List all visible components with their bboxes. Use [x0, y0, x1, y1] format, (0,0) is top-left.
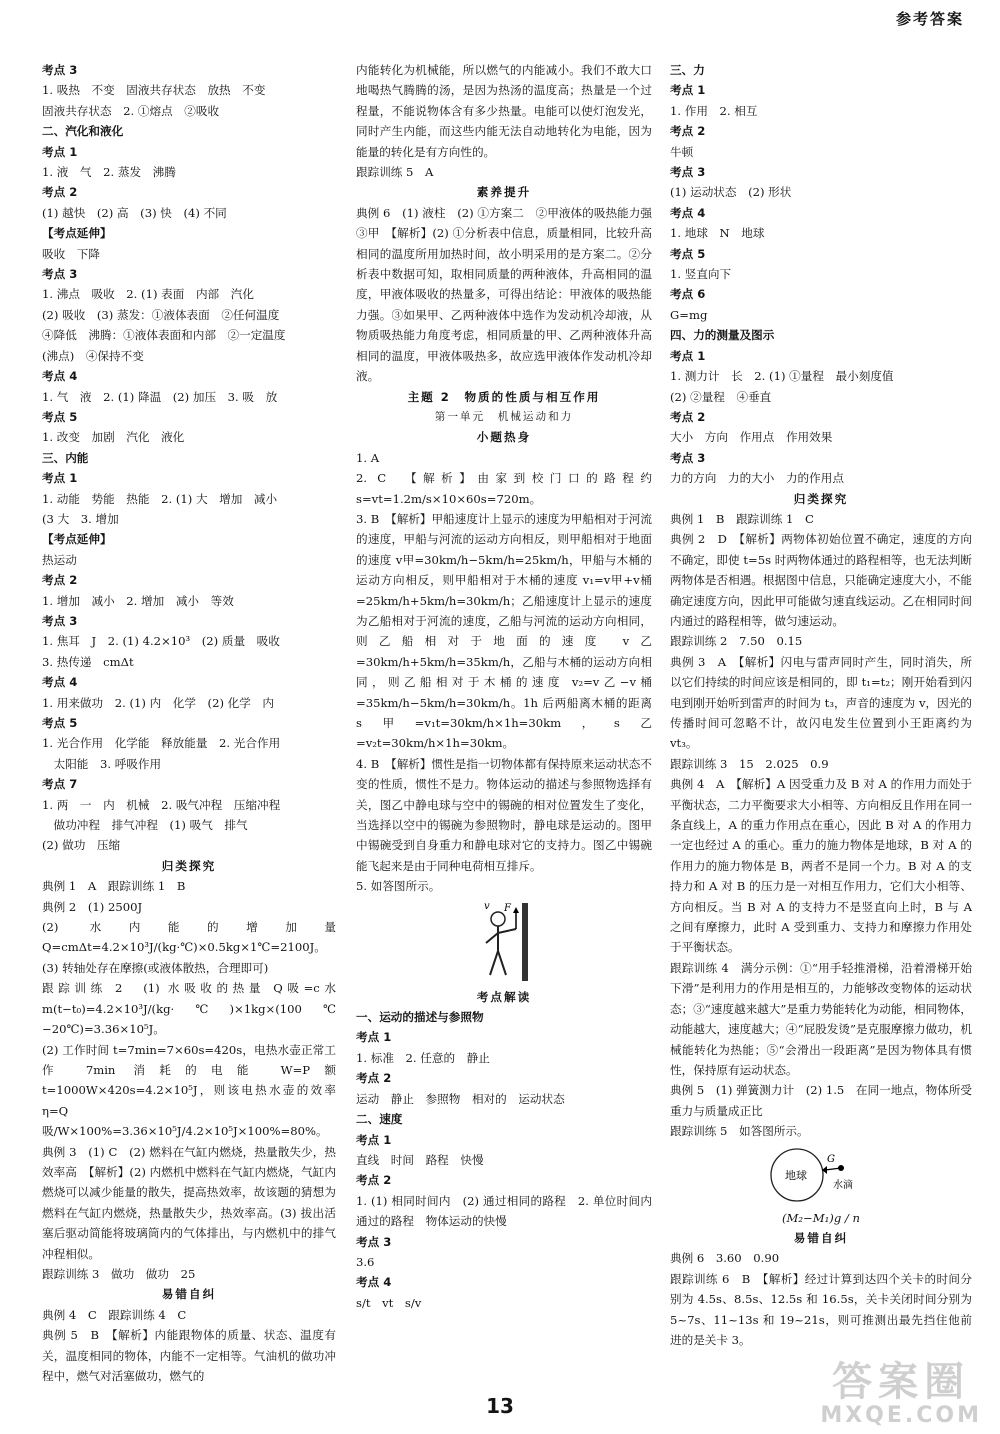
section-title: 【考点延伸】 — [42, 226, 112, 241]
answer-paragraph: 典例 4 A 【解析】A 因受重力及 B 对 A 的作用力而处于平衡状态，二力平衡要求大小相等、方向相反且作用在同一条直线上，A 的重力作用点在重心，因此 B 对 A 的作用力一定也经过 A 的重心。重力的施力物体是地球，B 对 A 的作用力的施力物体是 B，两者不是同一个力。B 对 A 的支持力和 A 对 B 的压力是一对相互作用力，它们大小相等、方向相反。当 B 对 A 的支持力不是竖直向上时，B 与 A 之间有摩擦力，此时 A 受到重力、支持力和摩擦力作用处于平衡状态。 — [670, 777, 972, 955]
answer-line: 典例 4 C 跟踪训练 4 C — [42, 1307, 187, 1322]
kaodian-label: 考点 6 — [670, 287, 706, 302]
block-heading: 易错自纠 — [161, 1287, 217, 1302]
answer-line: 跟踪训练 5 如答图所示。 — [670, 1124, 809, 1139]
earth-label: 地球 — [785, 1168, 807, 1182]
answer-line: (2) ②量程 ④垂直 — [670, 389, 772, 404]
section-title: 三、力 — [670, 63, 705, 77]
force-arrow-head — [513, 907, 519, 913]
water-label: 水滴 — [833, 1179, 853, 1191]
earth-gravity-figure — [670, 1146, 972, 1204]
kaodian-label: 考点 3 — [356, 1234, 392, 1249]
answer-line: 1. 作用 2. 相互 — [670, 103, 758, 118]
answer-line: 跟踪训练 2 7.50 0.15 — [670, 634, 803, 649]
section-title: 三、内能 — [42, 450, 89, 465]
child-force-figure — [356, 901, 652, 983]
kaodian-label: 考点 2 — [670, 124, 706, 139]
answer-paragraph: 3. B 【解析】甲船速度计上显示的速度为甲船相对于河流的速度，甲船与河流的运动方向相反，则甲船相对于地面的速度 v甲=30km/h−5km/h=25km/h，甲船与木桶的运动方向相反，则甲船相对于木桶的速度 v₁=v甲+v桶=25km/h+5km/h=30km/h；乙船速度计上显示的速度为乙船相对于河流的速度，乙船与河流的运动方向相同，则乙船相对于地面的速度 v乙=30km/h+5km/h=35km/h，乙船与木桶的运动方向相同，则乙船相对于木桶的速度 v₂=v乙−v桶=35km/h−5km/h=30km/h。1h 后两船离木桶的距离 s甲=v₁t=30km/h×1h=30km，s乙=v₂t=30km/h×1h=30km。 — [356, 511, 652, 751]
kaodian-label: 考点 4 — [42, 369, 78, 384]
block-heading: 主题 2 物质的性质与相互作用 — [407, 389, 601, 404]
column-middle — [356, 60, 664, 1380]
kaodian-label: 考点 1 — [670, 348, 706, 363]
answer-line: 1. 两 一 内 机械 2. 吸气冲程 压缩冲程 — [42, 797, 281, 812]
section-title: 四、力的测量及图示 — [670, 328, 775, 343]
kaodian-label: 考点 3 — [670, 450, 706, 465]
site-watermark — [820, 1360, 982, 1428]
answer-paragraph: 跟踪训练 6 B 【解析】经过计算到达四个关卡的时间分别为 4.5s、8.5s、12.5s 和 16.5s，关卡关闭时间分别为 5~7s、11~13s 和 19~21s，则可推测出最先挡住他前进的是关卡 3。 — [670, 1271, 972, 1347]
answer-line: 1. A — [356, 450, 380, 465]
block-heading: 素养提升 — [476, 185, 532, 200]
answer-line: 固液共存状态 2. ①熔点 ②吸收 — [42, 103, 220, 118]
kaodian-label: 考点 4 — [42, 675, 78, 690]
answer-line: 典例 2 (1) 2500J — [42, 899, 143, 914]
answer-line: 1. 吸热 不变 固液共存状态 放热 不变 — [42, 83, 266, 98]
section-title: 二、速度 — [356, 1112, 403, 1127]
page-number: 13 — [486, 1394, 514, 1418]
answer-line: 牛顿 — [670, 144, 694, 159]
answer-paragraph: 典例 2 D 【解析】两物体初始位置不确定，速度的方向不确定，即使 t=5s 时两物体通过的路程相等，也无法判断两物体是否相遇。根据图中信息，只能确定速度大小，不能确定速度方向，因此甲可能做匀速直线运动。乙在相同时间内通过的路程相等，做匀速运动。 — [670, 532, 972, 628]
answer-line: 做功冲程 排气冲程 (1) 吸气 排气 — [42, 818, 248, 833]
answer-paragraph: 4. B 【解析】惯性是指一切物体都有保持原来运动状态不变的性质，惯性不是力。物体运动的描述与参照物选择有关，图乙中静电球与空中的锡碗的相对位置发生了变化，当选择以空中的锡碗为参照物时，静电球是运动的。图甲中锡碗受到自身重力和静电球对它的支持力。图乙中锡碗能飞起来是由于同种电荷相互排斥。 — [356, 756, 652, 873]
watermark-top: 答案圈 — [832, 1359, 971, 1405]
answer-paragraph: 跟踪训练 2 (1) 水吸收的热量 Q吸=c水m(t−t₀)=4.2×10³J/(kg·℃)×1kg×(100℃−20℃)=3.36×10⁵J。 — [42, 981, 336, 1037]
answer-line: G=mg — [670, 307, 708, 322]
answer-line: s/t vt s/v — [356, 1295, 422, 1310]
kaodian-label: 考点 3 — [670, 165, 706, 180]
answer-line: 热运动 — [42, 552, 77, 567]
kaodian-label: 考点 3 — [42, 613, 78, 628]
answer-line: 直线 时间 路程 快慢 — [356, 1152, 484, 1167]
answer-line: 1. 液 气 2. 蒸发 沸腾 — [42, 165, 176, 180]
answer-paragraph: 2. C 【解析】由家到校门口的路程约 s=vt=1.2m/s×10×60s=720m。 — [356, 471, 652, 506]
answer-line: 1. 动能 势能 热能 2. (1) 大 增加 减小 — [42, 491, 278, 506]
block-heading: 考点解读 — [476, 989, 532, 1004]
answer-line: 力的方向 力的大小 力的作用点 — [670, 471, 844, 486]
kaodian-label: 考点 7 — [42, 777, 78, 792]
answer-line: 典例 1 A 跟踪训练 1 B — [42, 879, 186, 894]
answer-paragraph: 内能转化为机械能，所以燃气的内能减小。我们不敢大口地喝热气腾腾的汤，是因为热汤的温度高；热量是一个过程量，不能说物体含有多少热量。电能可以使灯泡发光，同时产生内能，而这些内能无法自动地转化为电能，因为能量的转化是有方向性的。 — [356, 63, 652, 159]
answer-line: 1. 竖直向下 — [670, 267, 732, 282]
earth-figure-svg — [761, 1146, 881, 1204]
answer-line: ④降低 沸腾：①液体表面和内部 ②一定温度 — [42, 328, 286, 343]
answer-line: 5. 如答图所示。 — [356, 879, 441, 894]
kaodian-label: 考点 2 — [356, 1173, 392, 1188]
kaodian-label: 考点 2 — [42, 573, 78, 588]
kaodian-label: 考点 3 — [42, 63, 78, 77]
answer-line: 1. 光合作用 化学能 释放能量 2. 光合作用 — [42, 736, 281, 751]
answer-line: 跟踪训练 3 做功 做功 25 — [42, 1266, 196, 1281]
answer-line: 典例 6 3.60 0.90 — [670, 1251, 780, 1266]
answer-line: (3 大 3. 增加 — [42, 511, 119, 526]
kaodian-label: 考点 5 — [670, 246, 706, 261]
formula-line: (M₂−M₁)g / n — [782, 1210, 860, 1225]
answer-paragraph: 1. (1) 相同时间内 (2) 通过相同的路程 2. 单位时间内通过的路程 物体运动的快慢 — [356, 1193, 652, 1229]
answer-line: 典例 1 B 跟踪训练 1 C — [670, 511, 814, 526]
answer-line: 1. 标准 2. 任意的 静止 — [356, 1050, 490, 1065]
answer-line: 运动 静止 参照物 相对的 运动状态 — [356, 1091, 565, 1106]
kaodian-label: 考点 1 — [356, 1132, 392, 1147]
answer-paragraph: 典例 3 (1) C (2) 燃料在气缸内燃烧，热量散失少，热效率高 【解析】(2) 内燃机中燃料在气缸内燃烧，气缸内燃烧可以减少能量的散失，提高热效率，故该题的猜想为燃料在气缸内燃烧，热量散失少，热效率高。(3) 拔出活塞后驱动简能将玻璃筒内的气体排出，与内燃机中的排气冲程相似。 — [42, 1144, 336, 1261]
answer-paragraph: 跟踪训练 4 满分示例：①“用手轻推滑梯，沿着滑梯开始下滑”是利用力的作用是相互的，力能够改变物体的运动状态；③“速度越来越大”是重力势能转化为动能，相同物体，动能越大，速度越大；④“屁股发烫”是克服摩擦力做功，机械能转化为热能；⑤“会滑出一段距离”是因为物体具有惯性，保持原有运动状态。 — [670, 960, 972, 1077]
answer-line: (1) 越快 (2) 高 (3) 快 (4) 不同 — [42, 205, 227, 220]
block-heading: 小题热身 — [476, 430, 532, 445]
answer-paragraph: (2) 水内能的增加量 Q=cmΔt=4.2×10³J/(kg·℃)×0.5kg×1℃=2100J。 — [42, 920, 336, 955]
answer-line: (1) 运动状态 (2) 形状 — [670, 185, 792, 200]
answer-line: 1. 增加 减小 2. 增加 减小 等效 — [42, 593, 234, 608]
force-label-f: F — [504, 902, 511, 914]
answer-line: 跟踪训练 3 15 2.025 0.9 — [670, 756, 829, 771]
section-title: 一、运动的描述与参照物 — [356, 1010, 484, 1025]
answer-line: 1. 测力计 长 2. (1) ①量程 最小刻度值 — [670, 369, 894, 384]
kaodian-label: 考点 5 — [42, 409, 78, 424]
kaodian-label: 考点 1 — [670, 83, 706, 98]
column-left — [42, 60, 336, 1383]
block-heading: 归类探究 — [161, 858, 217, 873]
kaodian-label: 考点 2 — [42, 185, 78, 200]
kaodian-label: 考点 4 — [670, 205, 706, 220]
section-title: 【考点延伸】 — [42, 532, 112, 547]
kaodian-label: 考点 4 — [356, 1275, 392, 1290]
answer-line: 吸收 下降 — [42, 246, 100, 261]
answer-paragraph: 典例 5 B 【解析】内能跟物体的质量、状态、温度有关，温度相同的物体，内能不一定相等。气油机的做功冲程中，燃气对活塞做功，燃气的 — [42, 1328, 336, 1383]
answer-line: 1. 焦耳 J 2. (1) 4.2×10³ (2) 质量 吸收 — [42, 634, 280, 649]
section-title: 二、汽化和液化 — [42, 124, 124, 139]
answer-line: 3.6 — [356, 1254, 375, 1269]
answer-line: (2) 做功 压缩 — [42, 838, 121, 853]
unit-subheading: 第一单元 机械运动和力 — [434, 410, 574, 423]
child-figure-svg — [464, 901, 544, 983]
watermark-bottom: MXQE.COM — [820, 1403, 982, 1428]
answer-paragraph: (2) 工作时间 t=7min=7×60s=420s，电热水壶正常工作 7min 消耗的电能 W=P额t=1000W×420s=4.2×10⁵J，则该电热水壶的效率 η=Q吸/W×100%=3.36×10⁵J/4.2×10⁵J×100%=80%。 — [42, 1042, 336, 1139]
answer-line: 3. 热传递 cmΔt — [42, 654, 134, 669]
kaodian-label: 考点 5 — [42, 716, 78, 730]
column-right — [670, 60, 972, 1380]
answer-paragraph: (3) 转轴处存在摩擦(或液体散热，合理即可) — [42, 960, 269, 975]
answer-line: 1. 气 液 2. (1) 降温 (2) 加压 3. 吸 放 — [42, 389, 278, 404]
answer-line: 1. 沸点 吸收 2. (1) 表面 内部 汽化 — [42, 287, 254, 302]
kaodian-label: 考点 1 — [356, 1030, 392, 1045]
answer-line: 1. 改变 加剧 汽化 液化 — [42, 430, 185, 445]
kaodian-label: 考点 1 — [42, 471, 78, 486]
kaodian-label: 考点 1 — [42, 144, 78, 159]
answer-paragraph: 典例 6 (1) 液柱 (2) ①方案二 ②甲液体的吸热能力强 ③甲 【解析】(2) ①分析表中信息，质量相同，比较升高相同的温度所用加热时间，故小明采用的是方案二。②分析表中数据可知，取相同质量的两种液体，升高相同的温度，甲液体吸收的热量多，可得出结论：甲液体的吸热能力强。③如果甲、乙两种液体中选作为发动机冷却液，从物质吸热能力角度考虑，相同质量的甲、乙两种液体升高相同的温度，甲液体吸热多，故应选甲液体作发动机冷却液。 — [356, 205, 664, 384]
answer-line: 1. 地球 N 地球 — [670, 226, 765, 241]
block-heading: 归类探究 — [793, 491, 849, 506]
wall — [522, 903, 528, 981]
gravity-label: G — [827, 1153, 835, 1165]
child-head — [491, 912, 505, 926]
answer-paragraph: 典例 5 (1) 弹簧测力计 (2) 1.5 在同一地点，物体所受重力与质量成正比 — [670, 1083, 972, 1118]
kaodian-label: 考点 3 — [42, 267, 78, 282]
answer-line: 1. 用来做功 2. (1) 内 化学 (2) 化学 内 — [42, 695, 275, 710]
answer-line: (沸点) ④保持不变 — [42, 348, 144, 363]
answer-line: (2) 吸收 (3) 蒸发：①液体表面 ②任何温度 — [42, 307, 280, 322]
child-body — [486, 926, 516, 975]
answer-line: 太阳能 3. 呼吸作用 — [42, 756, 162, 771]
page-header-title: 参考答案 — [895, 10, 964, 28]
velocity-label-v: v — [484, 900, 490, 912]
answer-line: 大小 方向 作用点 作用效果 — [670, 430, 833, 445]
block-heading: 易错自纠 — [793, 1230, 849, 1245]
answer-line: 跟踪训练 5 A — [356, 165, 434, 180]
answer-paragraph: 典例 3 A 【解析】闪电与雷声同时产生，同时消失，所以它们持续的时间应该是相同的，即 t₁=t₂；刚开始看到闪电到刚开始听到雷声的时间为 t₃，声音的速度为 v，因光的传播时间可忽略不计，故闪电发生位置到小王距离约为 vt₃。 — [670, 654, 972, 751]
kaodian-label: 考点 2 — [670, 409, 706, 424]
kaodian-label: 考点 2 — [356, 1071, 392, 1086]
